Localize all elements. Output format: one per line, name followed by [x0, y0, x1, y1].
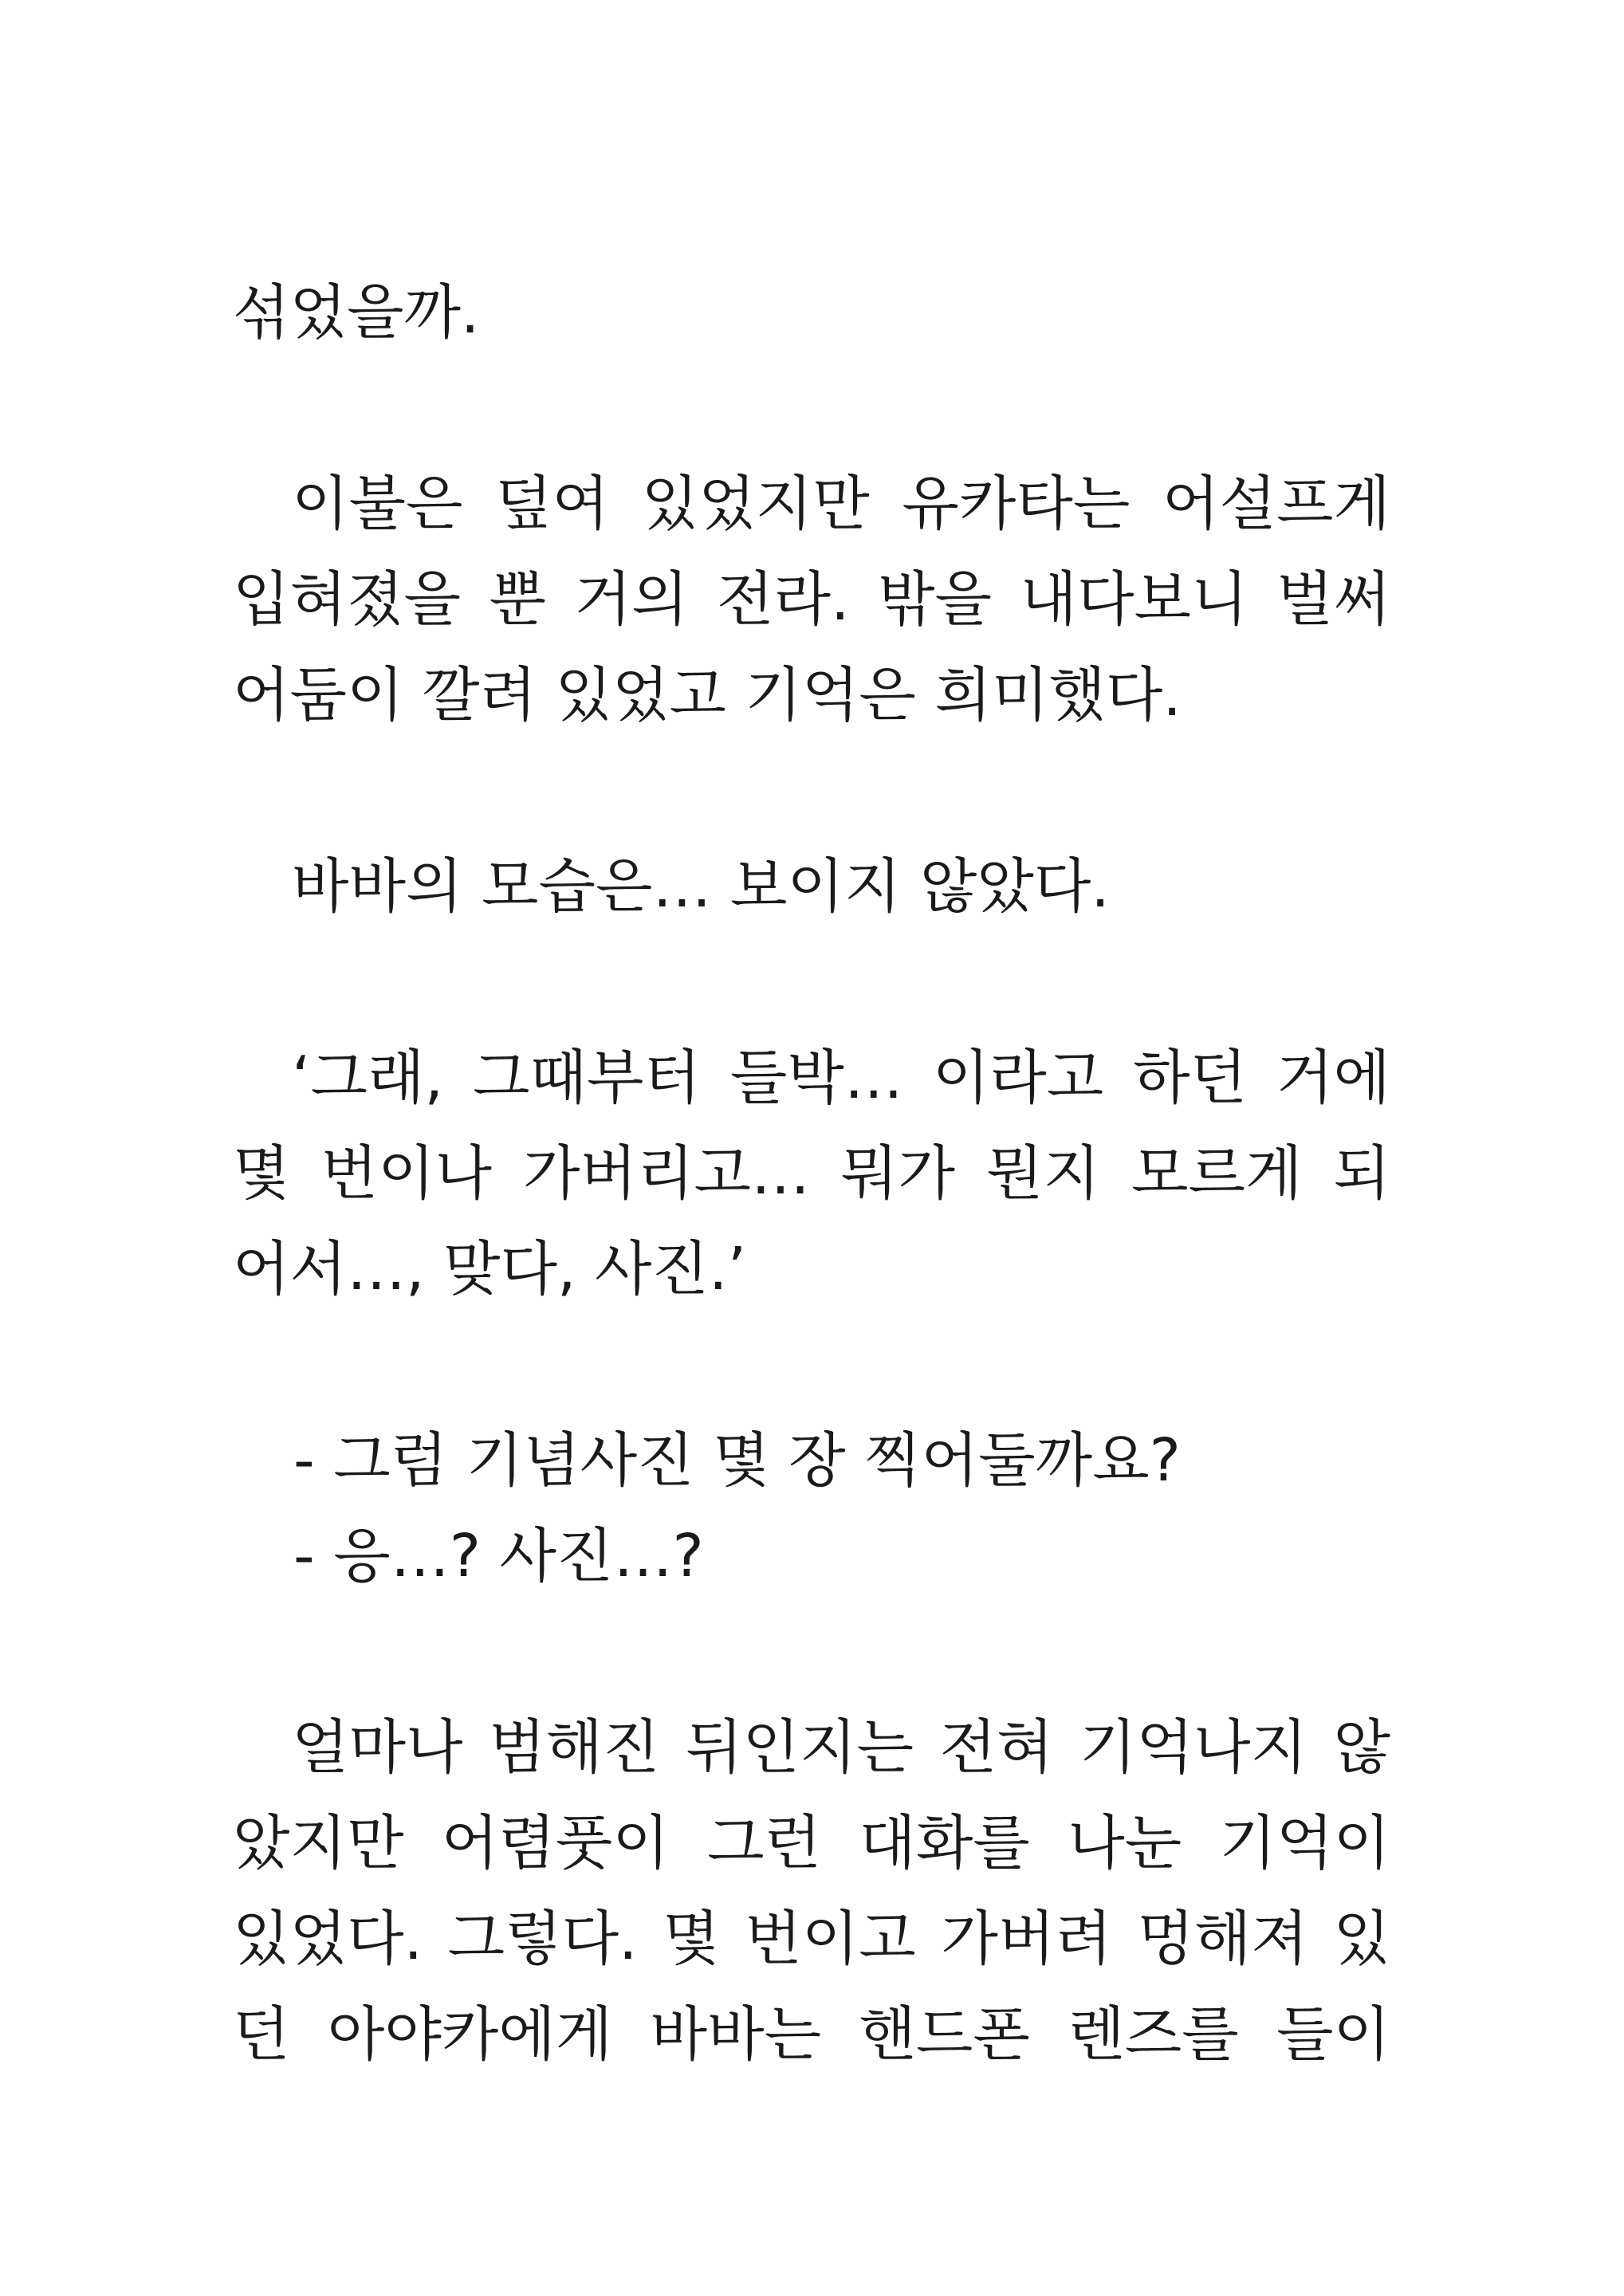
- text-line: ‘그래, 그때부터 들박… 이라고 하던 거에: [292, 1044, 1390, 1112]
- text-line: 이불은 덮여 있었지만 유카타는 어설프게: [292, 470, 1390, 538]
- text-line: 어둠이 깔려 있었고 기억은 희미했다.: [233, 661, 1182, 729]
- text-line: 얼마나 범해진 뒤인지는 전혀 기억나지 않: [292, 1713, 1390, 1782]
- text-line: 어서…, 맞다, 사진.’: [233, 1235, 747, 1303]
- text-line: 섞었을까.: [233, 278, 480, 347]
- text-line: 몇 번이나 가버리고… 뭐가 뭔지 모르게 되: [233, 1139, 1390, 1208]
- text-line: 았지만 어렴풋이 그런 대화를 나눈 기억이: [233, 1809, 1390, 1877]
- text-line: 던 아야카에게 바바는 핸드폰 렌즈를 들이: [233, 2000, 1390, 2069]
- text-line: 바바의 모습은… 보이지 않았다.: [292, 852, 1110, 921]
- text-line: 있었다. 그렇다. 몇 번이고 가버려 멍해져 있: [233, 1905, 1390, 1973]
- dialog-line: - 그럼 기념사진 몇 장 찍어둘까요?: [293, 1426, 1181, 1495]
- text-line: 입혀졌을 뿐 거의 전라. 밖을 내다보니 벌써: [233, 565, 1390, 634]
- dialog-line: - 응…? 사진…?: [293, 1522, 704, 1590]
